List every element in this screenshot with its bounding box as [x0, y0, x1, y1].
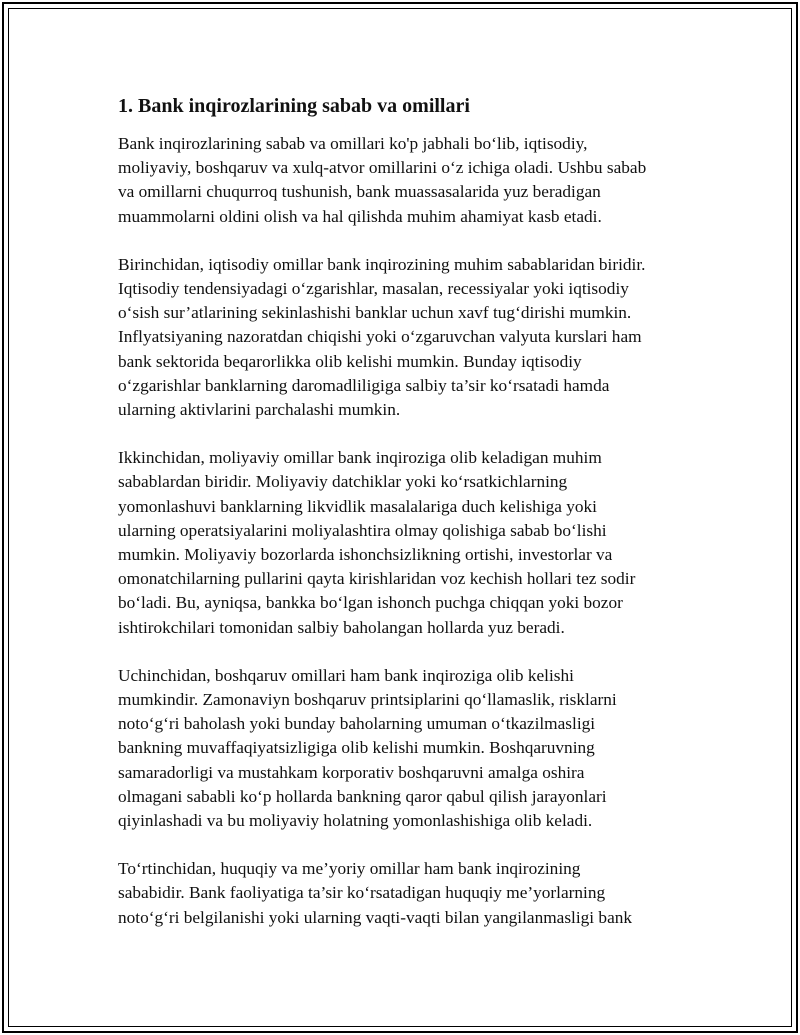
section-heading: 1. Bank inqirozlarining sabab va omillari [118, 95, 470, 117]
paragraph-economic-factors: Birinchidan, iqtisodiy omillar bank inqirozining muhim sabablaridan biridir. Iqtisodiy tendensiyadagi o‘zgarishlar, masalan, recessiyalar yoki iqtisodiy o‘sish sur’atlarining sekinlashishi banklar uchun xavf tug‘dirishi mumkin. Inflyatsiyaning nazoratdan chiqishi yoki o‘zgaruvchan valyuta kurslari ham bank sektorida beqarorlikka olib kelishi mumkin. Bunday iqtisodiy o‘zgarishlar banklarning daromadliligiga salbiy ta’sir ko‘rsatadi hamda ularning aktivlarini parchalashi mumkin. [118, 254, 646, 420]
paragraph-legal-factors: To‘rtinchidan, huquqiy va me’yoriy omillar ham bank inqirozining sababidir. Bank faoliyatiga ta’sir ko‘rsatadigan huquqiy me’yorlarning noto‘g‘ri belgilanishi yoki ularning vaqti-vaqti bilan yangilanmasligi bank [118, 859, 633, 927]
paragraph-management-factors: Uchinchidan, boshqaruv omillari ham bank inqiroziga olib kelishi mumkindir. Zamonaviyn boshqaruv printsiplarini qo‘llamaslik, risklarni noto‘g‘ri baholash yoki bunday baholarning umuman o‘tkazilmasligi bankning muvaffaqiyatsizligiga olib kelishi mumkin. Boshqaruvning samaradorligi va mustahkam korporativ boshqaruvni amalga oshira olmagani sababli ko‘p hollarda bankning qaror qabul qilish jarayonlari qiyinlashadi va bu moliyaviy holatning yomonlashishiga olib keladi. [118, 665, 617, 831]
paragraph-financial-factors: Ikkinchidan, moliyaviy omillar bank inqiroziga olib keladigan muhim sabablardan biridir. Moliyaviy datchiklar yoki ko‘rsatkichlarning yomonlashuvi banklarning likvidlik masalalariga duch kelishiga yoki ularning operatsiyalarini moliyalashtira olmay qolishiga sabab bo‘lishi mumkin. Moliyaviy bozorlarda ishonchsizlikning ortishi, investorlar va omonatchilarning pullarini qayta kirishlaridan voz kechish hollari tez sodir bo‘ladi. Bu, ayniqsa, bankka bo‘lgan ishonch puchga chiqqan yoki bozor ishtirokchilari tomonidan salbiy baholangan hollarda yuz beradi. [118, 448, 636, 637]
document-body [118, 94, 708, 954]
paragraph-intro: Bank inqirozlarining sabab va omillari ko'p jabhali bo‘lib, iqtisodiy, moliyaviy, boshqaruv va xulq-atvor omillarini o‘z ichiga oladi. Ushbu sabab va omillarni chuqurroq tushunish, bank muassasalarida yuz beradigan muammolarni oldini olish va hal qilishda muhim ahamiyat kasb etadi. [118, 134, 647, 226]
